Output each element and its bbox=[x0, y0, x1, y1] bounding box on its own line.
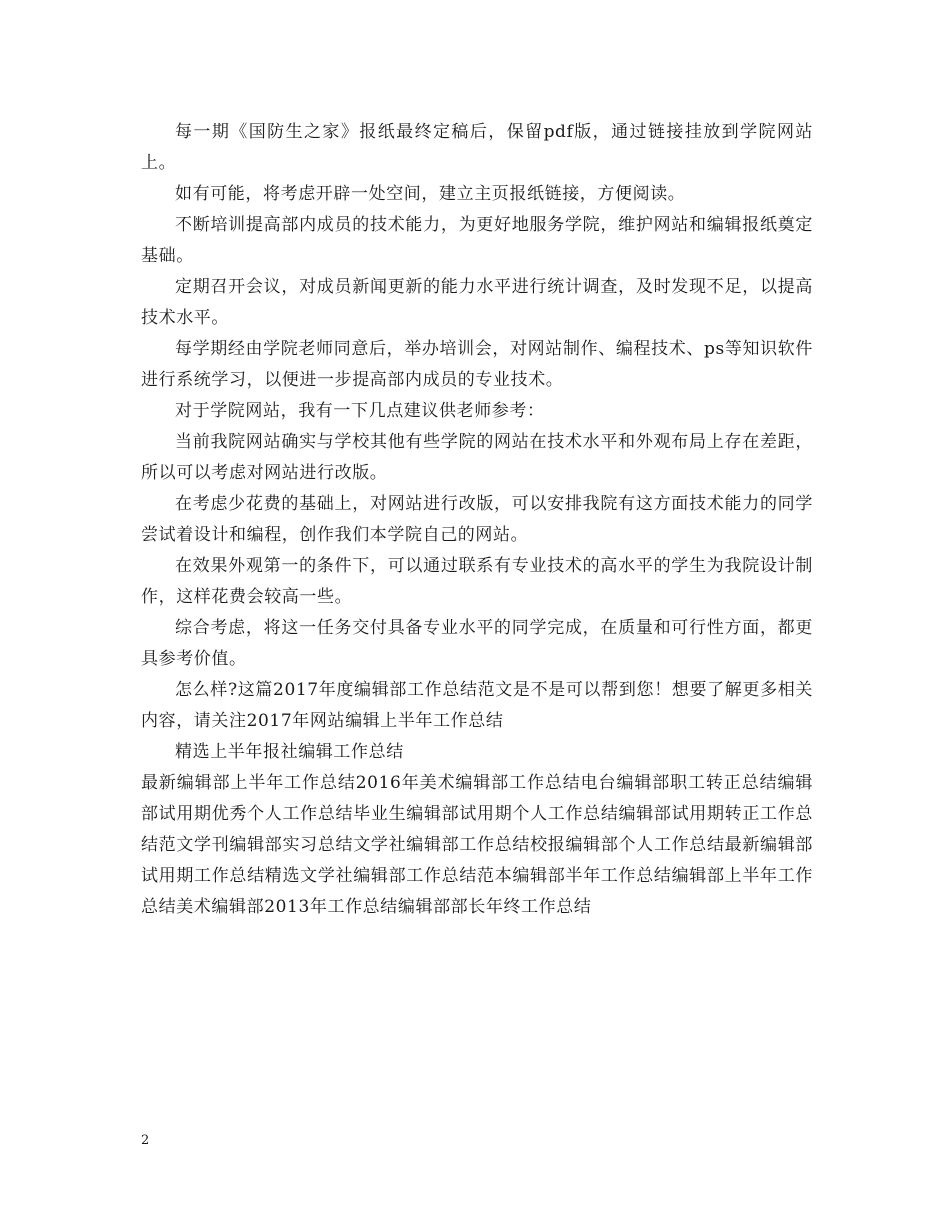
paragraph-8: 在考虑少花费的基础上，对网站进行改版，可以安排我院有这方面技术能力的同学尝试着设计和编程，创作我们本学院自己的网站。 bbox=[141, 494, 813, 545]
paragraph-10: 综合考虑，将这一任务交付具备专业水平的同学完成，在质量和可行性方面，都更具参考价值。 bbox=[141, 618, 813, 669]
paragraph-3: 不断培训提高部内成员的技术能力，为更好地服务学院，维护网站和编辑报纸奠定基础。 bbox=[141, 215, 813, 266]
paragraph-1: 每一期《国防生之家》报纸最终定稿后，保留pdf版，通过链接挂放到学院网站上。 bbox=[141, 122, 813, 173]
paragraph-6: 对于学院网站，我有一下几点建议供老师参考： bbox=[175, 401, 545, 421]
paragraph-12: 精选上半年报社编辑工作总结 bbox=[175, 742, 404, 762]
paragraph-7: 当前我院网站确实与学校其他有些学院的网站在技术水平和外观布局上存在差距，所以可以考虑对网站进行改版。 bbox=[141, 432, 813, 483]
related-links-paragraph: 最新编辑部上半年工作总结2016年美术编辑部工作总结电台编辑部职工转正总结编辑部试用期优秀个人工作总结毕业生编辑部试用期个人工作总结编辑部试用期转正工作总结范文学刊编辑部实习总结文学社编辑部工作总结校报编辑部个人工作总结最新编辑部试用期工作总结精选文学社编辑部工作总结范本编辑部半年工作总结编辑部上半年工作总结美术编辑部2013年工作总结编辑部部长年终工作总结 bbox=[141, 773, 813, 917]
paragraph-2: 如有可能，将考虑开辟一处空间，建立主页报纸链接，方便阅读。 bbox=[175, 184, 686, 204]
paragraph-9: 在效果外观第一的条件下，可以通过联系有专业技术的高水平的学生为我院设计制作，这样花费会较高一些。 bbox=[141, 556, 813, 607]
paragraph-4: 定期召开会议，对成员新闻更新的能力水平进行统计调查，及时发现不足，以提高技术水平。 bbox=[141, 277, 813, 328]
paragraph-11: 怎么样?这篇2017年度编辑部工作总结范文是不是可以帮到您！想要了解更多相关内容，请关注2017年网站编辑上半年工作总结 bbox=[141, 680, 813, 731]
page-number: 2 bbox=[141, 1133, 150, 1148]
document-body bbox=[141, 117, 813, 923]
paragraph-5: 每学期经由学院老师同意后，举办培训会，对网站制作、编程技术、ps等知识软件进行系统学习，以便进一步提高部内成员的专业技术。 bbox=[141, 339, 813, 390]
